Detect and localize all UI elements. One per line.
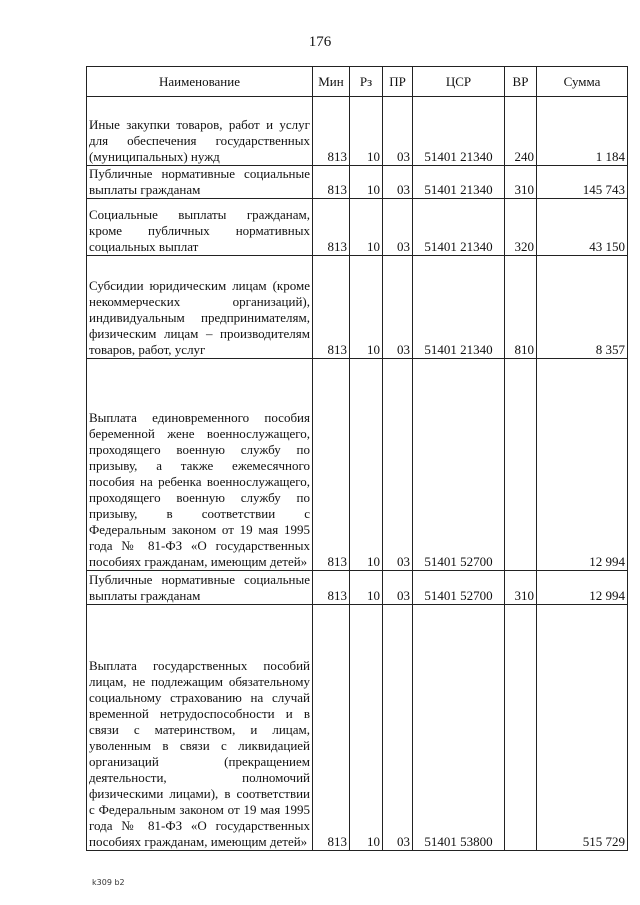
column-header-csr: ЦСР	[413, 67, 505, 97]
column-header-rz: Рз	[350, 67, 383, 97]
column-header-sum: Сумма	[537, 67, 628, 97]
row-pr: 03	[383, 256, 413, 359]
row-sum: 43 150	[537, 199, 628, 256]
row-rz: 10	[350, 571, 383, 605]
table-row	[87, 571, 628, 605]
row-csr: 51401 21340	[413, 199, 505, 256]
row-pr: 03	[383, 605, 413, 851]
row-rz: 10	[350, 166, 383, 199]
row-csr: 51401 21340	[413, 166, 505, 199]
row-pr: 03	[383, 359, 413, 571]
column-header-name: Наименование	[87, 67, 313, 97]
row-rz: 10	[350, 605, 383, 851]
budget-table	[86, 66, 628, 851]
row-sum: 515 729	[537, 605, 628, 851]
row-min: 813	[313, 605, 350, 851]
table-row	[87, 97, 628, 166]
row-pr: 03	[383, 166, 413, 199]
row-vr: 310	[505, 571, 537, 605]
row-min: 813	[313, 359, 350, 571]
table-row	[87, 199, 628, 256]
row-pr: 03	[383, 97, 413, 166]
table-row	[87, 166, 628, 199]
table-row	[87, 256, 628, 359]
row-sum: 145 743	[537, 166, 628, 199]
row-vr	[505, 605, 537, 851]
row-csr: 51401 53800	[413, 605, 505, 851]
table-row	[87, 359, 628, 571]
row-min: 813	[313, 256, 350, 359]
row-min: 813	[313, 571, 350, 605]
row-sum: 12 994	[537, 359, 628, 571]
row-pr: 03	[383, 571, 413, 605]
row-vr	[505, 359, 537, 571]
document-code: k309 b2	[92, 878, 125, 887]
row-csr: 51401 52700	[413, 571, 505, 605]
table-header-row	[87, 67, 628, 97]
row-sum: 1 184	[537, 97, 628, 166]
row-name: Иные закупки товаров, работ и услуг для обеспечения государственных (муниципальных) нужд	[87, 97, 313, 166]
column-header-pr: ПР	[383, 67, 413, 97]
row-vr: 240	[505, 97, 537, 166]
row-name: Социальные выплаты гражданам, кроме публичных нормативных социальных выплат	[87, 199, 313, 256]
row-vr: 310	[505, 166, 537, 199]
column-header-min: Мин	[313, 67, 350, 97]
table-row	[87, 605, 628, 851]
row-name: Выплата единовременного пособия беременной жене военнослужащего, проходящего военную службу по призыву, а также ежемесячного пособия на ребенка военнослужащего, проходящего военную службу по призыву, в соответствии с Федеральным законом от 19 мая 1995 года № 81-ФЗ «О государственных пособиях гражданам, имеющим детей»	[87, 359, 313, 571]
row-vr: 320	[505, 199, 537, 256]
row-min: 813	[313, 166, 350, 199]
page-number: 176	[308, 34, 332, 50]
row-rz: 10	[350, 359, 383, 571]
row-rz: 10	[350, 97, 383, 166]
column-header-vr: ВР	[505, 67, 537, 97]
row-csr: 51401 21340	[413, 97, 505, 166]
row-csr: 51401 21340	[413, 256, 505, 359]
row-csr: 51401 52700	[413, 359, 505, 571]
row-name: Выплата государственных пособий лицам, не подлежащим обязательному социальному страхованию на случай временной нетрудоспособности и в связи с материнством, и лицам, уволенным в связи с ликвидацией организаций (прекращением деятельности, полномочий физическими лицами), в соответствии с Федеральным законом от 19 мая 1995 года № 81-ФЗ «О государственных пособиях гражданам, имеющим детей»	[87, 605, 313, 851]
row-min: 813	[313, 97, 350, 166]
row-vr: 810	[505, 256, 537, 359]
row-pr: 03	[383, 199, 413, 256]
row-min: 813	[313, 199, 350, 256]
row-sum: 12 994	[537, 571, 628, 605]
row-name: Публичные нормативные социальные выплаты гражданам	[87, 166, 313, 199]
row-rz: 10	[350, 199, 383, 256]
row-rz: 10	[350, 256, 383, 359]
row-sum: 8 357	[537, 256, 628, 359]
row-name: Субсидии юридическим лицам (кроме некоммерческих организаций), индивидуальным предпринимателям, физическим лицам – производителям товаров, работ, услуг	[87, 256, 313, 359]
row-name: Публичные нормативные социальные выплаты гражданам	[87, 571, 313, 605]
